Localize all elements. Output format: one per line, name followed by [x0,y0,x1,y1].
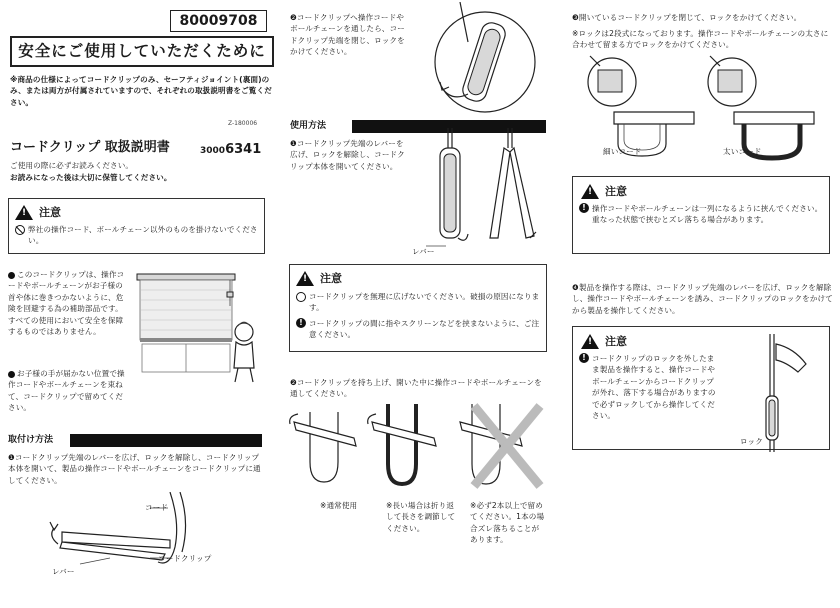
manual-title: コードクリップ 取扱説明書 [10,140,170,155]
warning-icon [581,334,599,349]
prohibit-icon [15,225,25,235]
caution-title: 注意 [605,335,627,348]
caution-box-1 [8,198,265,254]
label-clip: コードクリップ [158,554,212,563]
label-cord: コード [145,503,169,512]
install-step-1: ❶コードクリップ先端のレバーを広げ、ロックを解除し、コードクリップ本体を開いて、製品の操作コードやボールチェーンをコードクリップに通してください。 [8,453,261,485]
caution-text: 操作コードやボールチェーンは一列になるように挟んでください。重なった状態で挟むとズレ落ちる場合があります。 [592,204,823,225]
note-normal-use: ※通常使用 [320,501,358,510]
warning-icon [296,271,314,286]
bullet-item: このコードクリップは、操作コードやボールチェーンがお子様の首や体に巻きつかないように、危険を回避する為の補助部品です。すべての使用において安全を保障するものではありません。 [8,270,125,337]
product-code-box: 80009708 [170,10,267,32]
usage-step-4: ❹製品を操作する際は、コードクリップ先端のレバーを広げ、ロックを解除し、操作コードやボールチェーンを誘み、コードクリップのロックをかけてから製品を操作してください。 [572,283,833,315]
blind-child-illustration [132,262,262,392]
caution-text: コードクリップを無理に広げないでください。破損の原因になります。 [309,292,540,313]
usage-step-2: ❷コードクリップを持ち上げ、開いた中に操作コードやボールチェーンを通してください。 [290,378,542,399]
caution-box-2 [289,264,547,352]
doc-code: Z-180006 [228,120,258,127]
exclaim-icon: ! [579,353,589,363]
usage-section-header: 使用方法 [290,120,546,133]
caution-text: コードクリップの間に指やスクリーンなどを挟まないように、ご注意ください。 [309,318,540,340]
usage-step-3: ❸開いているコードクリップを閉じて、ロックをかけてください。 [572,13,802,22]
caution-text: コードクリップのロックを外したまま製品を操作すると、操作コードやボールチェーンからコードクリップが外れ、落下する場合がありますので必ずロックしてから操作してください。 [592,354,716,421]
bullet-icon [8,272,15,279]
label-thick-cord: 太いコード [723,147,762,156]
keep-note: お読みになった後は大切に保管してください。 [10,173,172,182]
label-lever-2: レバー [412,247,435,256]
label-lever: レバー [52,567,75,576]
install-step-2: ❷コードクリップへ操作コードやボールチェーンを通したら、コードクリップ先端を閉じ、ロックをかけてください。 [290,13,405,57]
exclaim-icon: ! [296,318,306,328]
lock-note: ※ロックは2段式になっております。操作コードやボールチェーンの太さに合わせて留まる方でロックをかけてください。 [572,29,829,50]
read-note: ご使用の際に必ずお読みください。 [10,161,134,170]
prohibit-icon [296,292,306,302]
bullet-icon [8,371,15,378]
caution-title: 注意 [320,272,342,285]
caution-title: 注意 [39,206,61,219]
cord-pass-illustrations [288,402,550,494]
warning-icon [581,184,599,199]
clip-close-illustration [420,2,550,114]
bullet-item: お子様の手が届かない位置で操作コードやボールチェーンを束ねて、コードクリップで留めてください。 [8,369,125,413]
usage-step-1: ❶コードクリップ先端のレバーを広げ、ロックを解除し、コードクリップ本体を開いてください。 [290,139,405,171]
clip-open-illustration [410,128,550,256]
warning-icon [15,205,33,220]
label-lock: ロック [740,437,763,446]
note-long-cord: ※長い場合は折り返して長さを調節してください。 [386,501,456,533]
caution-text: 弊社の操作コード、ボールチェーン以外のものを掛けないでください。 [28,225,258,246]
exclaim-icon: ! [579,203,589,213]
page-title: 安全にご使用していただくために [10,36,274,67]
manual-number: 30006341 [200,142,262,157]
install-section-header: 取付け方法 [8,434,262,447]
caution-box-3 [572,176,830,254]
label-thin-cord: 細いコード [603,147,642,156]
intro-note: ※商品の仕様によってコードクリップのみ、セーフティジョイント(裏面)のみ、または両方が付属されていますので、それぞれの取扱説明書をご覧ください。 [10,75,272,107]
caution-title: 注意 [605,185,627,198]
note-two-cords: ※必ず2本以上で留めてください。1本の場合ズレ落ちることがあります。 [470,501,545,545]
